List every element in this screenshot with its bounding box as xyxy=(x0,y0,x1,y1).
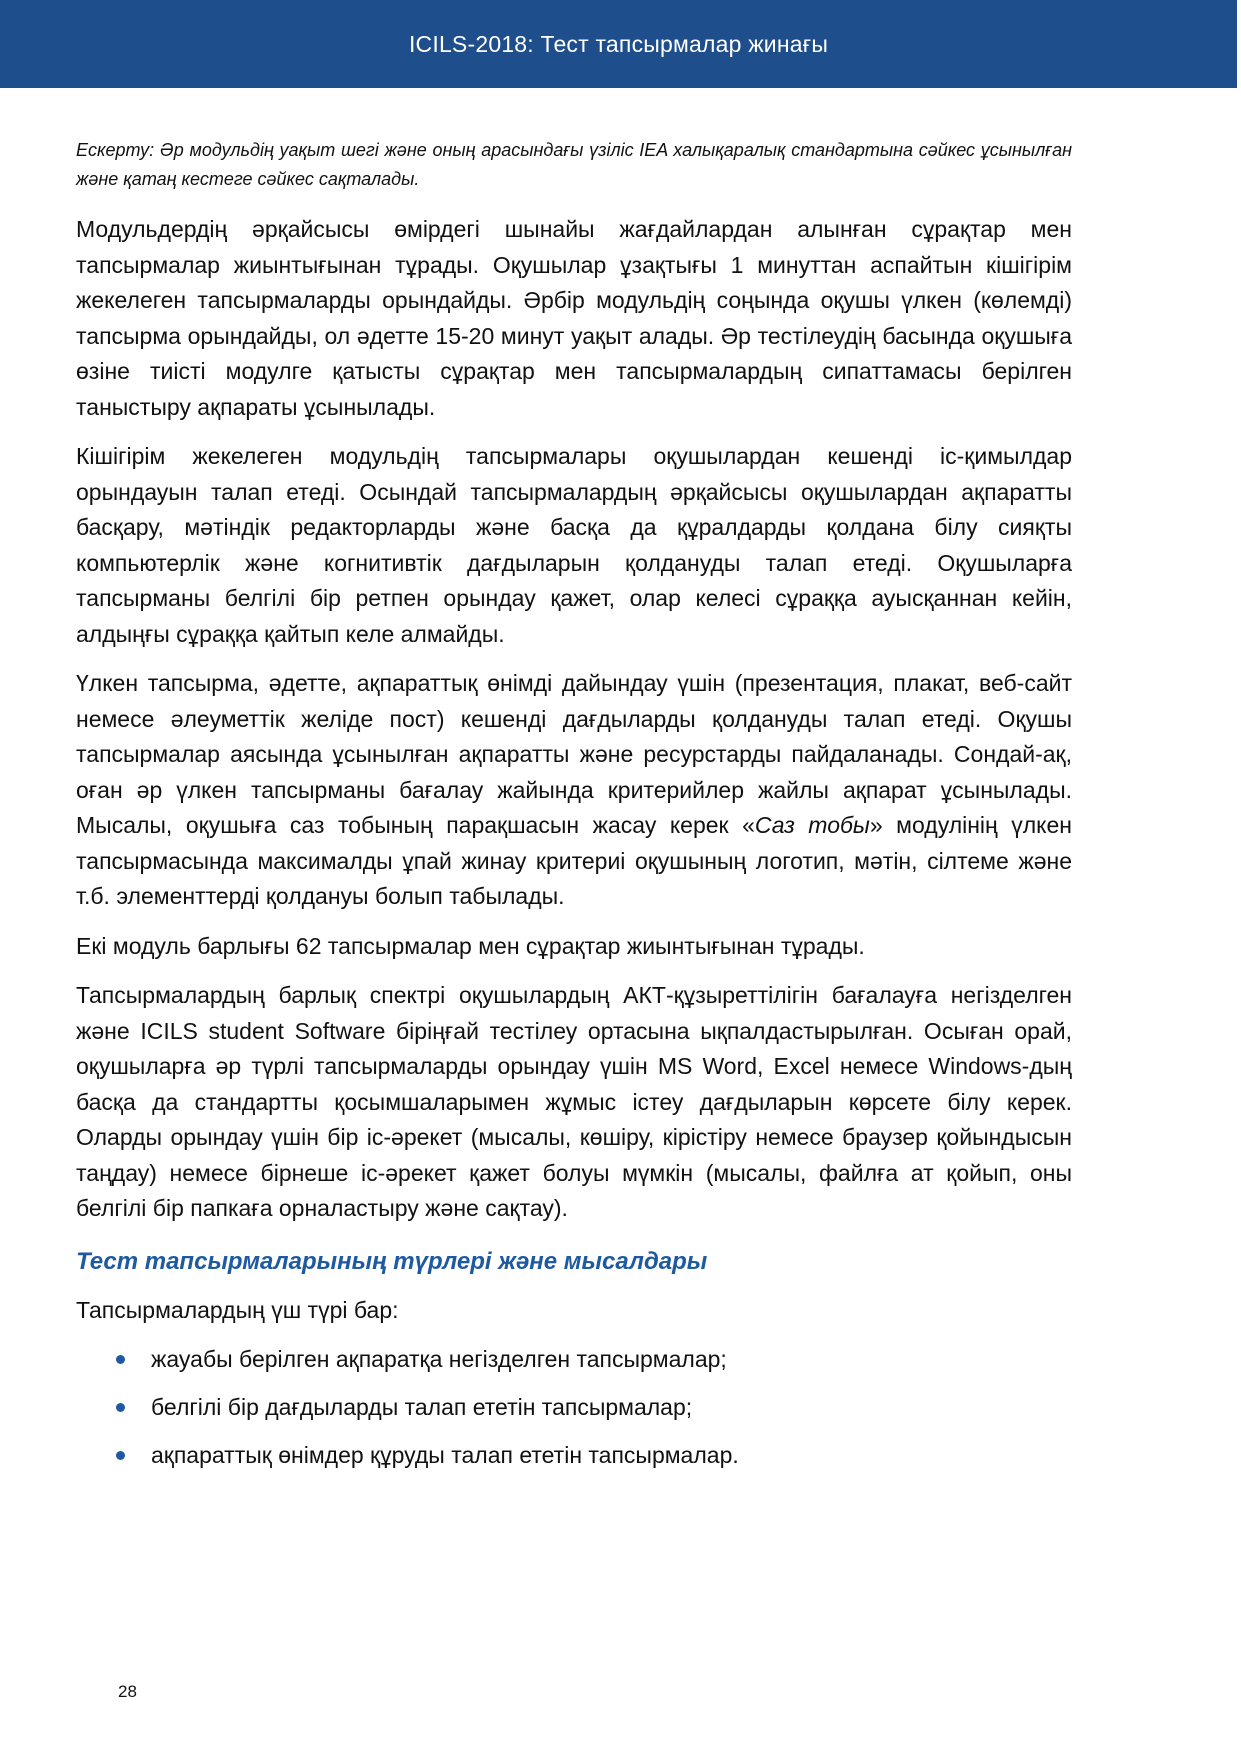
paragraph-2: Кішігірім жекелеген модульдің тапсырмалары оқушылардан кешенді іс-қимылдар орындауын талап етеді. Осындай тапсырмалардың әрқайсысы оқушылардан ақпаратты басқару, мәтіндік редакторларды және басқа да құралдарды қолдана білу сияқты компьютерлік және когнитивтік дағдыларын қолдануды талап етеді. Оқушыларға тапсырманы белгілі бір ретпен орындау қажет, олар келесі сұраққа ауысқаннан кейін, алдыңғы сұраққа қайтып келе алмайды. xyxy=(76,443,1072,647)
bullet-icon xyxy=(116,1403,125,1412)
list-item-text: жауабы берілген ақпаратқа негізделген тапсырмалар; xyxy=(151,1346,727,1372)
paragraph-3-part-1: Үлкен тапсырма, әдетте, ақпараттық өнімді дайындау үшін (презентация, плакат, веб-сайт немесе әлеуметтік желіде пост) кешенді дағдыларды қолдануды талап етеді. Оқушы тапсырмалар аясында ұсынылған ақпаратты және ресурстарды пайдаланады. Сондай-ақ, оған әр үлкен тапсырманы бағалау жайында критерийлер жайлы ақпарат ұсынылады. Мысалы, оқушыға саз тобының парақшасын жасау керек « xyxy=(76,670,1072,838)
page-content xyxy=(76,136,1072,1486)
section-heading: Тест тапсырмаларының түрлері және мысалдары xyxy=(76,1247,708,1275)
list-item xyxy=(76,1390,1072,1425)
paragraph-5: Тапсырмалардың барлық спектрі оқушылардың АКТ-құзыреттілігін бағалауға негізделген және ICILS student Software біріңғай тестілеу ортасына ықпалдастырылған. Осыған орай, оқушыларға әр түрлі тапсырмаларды орындау үшін MS Word, Excel немесе Windows-дың басқа да стандартты қосымшаларымен жұмыс істеу дағдыларын көрсете білу керек. Оларды орындау үшін бір іс-әрекет (мысалы, көшіру, кірістіру немесе браузер қойындысын таңдау) немесе бірнеше іс-әрекет қажет болуы мүмкін (мысалы, файлға ат қойып, оны белгілі бір папкаға орналастыру және сақтау). xyxy=(76,982,1072,1221)
page-header xyxy=(0,0,1237,88)
task-types-list xyxy=(76,1342,1072,1473)
module-name-italic: Саз тобы xyxy=(754,812,870,838)
list-item xyxy=(76,1438,1072,1473)
paragraph-3 xyxy=(76,666,1072,915)
bullet-icon xyxy=(116,1451,125,1460)
list-item-text: белгілі бір дағдыларды талап ететін тапсырмалар; xyxy=(151,1394,693,1420)
paragraph-1: Модульдердің әрқайсысы өмірдегі шынайы жағдайлардан алынған сұрақтар мен тапсырмалар жиынтығынан тұрады. Оқушылар ұзақтығы 1 минуттан аспайтын кішігірім жекелеген тапсырмаларды орындайды. Әрбір модульдің соңында оқушы үлкен (көлемді) тапсырма орындайды, ол әдетте 15-20 минут уақыт алады. Әр тестілеудің басында оқушыға өзіне тиісті модулге қатысты сұрақтар мен тапсырмалардың сипаттамасы берілген таныстыру ақпараты ұсынылады. xyxy=(76,216,1072,420)
note-text: Ескерту: Әр модульдің уақыт шегі және оның арасындағы үзіліс IEA халықаралық стандартына сәйкес ұсынылған және қатаң кестеге сәйкес сақталады. xyxy=(76,140,1072,189)
list-item xyxy=(76,1342,1072,1377)
paragraph-3-part-2: » модулінің үлкен тапсырмасында максималды ұпай жинау критериі оқушының логотип, мәтін, сілтеме және т.б. элементтерді қолдануы болып табылады. xyxy=(76,812,1072,909)
header-title: ICILS-2018: Тест тапсырмалар жинағы xyxy=(408,30,829,57)
intro-text: Тапсырмалардың үш түрі бар: xyxy=(76,1296,399,1323)
list-item-text: ақпараттық өнімдер құруды талап ететін тапсырмалар. xyxy=(151,1442,739,1468)
bullet-icon xyxy=(116,1355,125,1364)
page-number: 28 xyxy=(118,1682,137,1701)
paragraph-4: Екі модуль барлығы 62 тапсырмалар мен сұрақтар жиынтығынан тұрады. xyxy=(76,932,865,959)
